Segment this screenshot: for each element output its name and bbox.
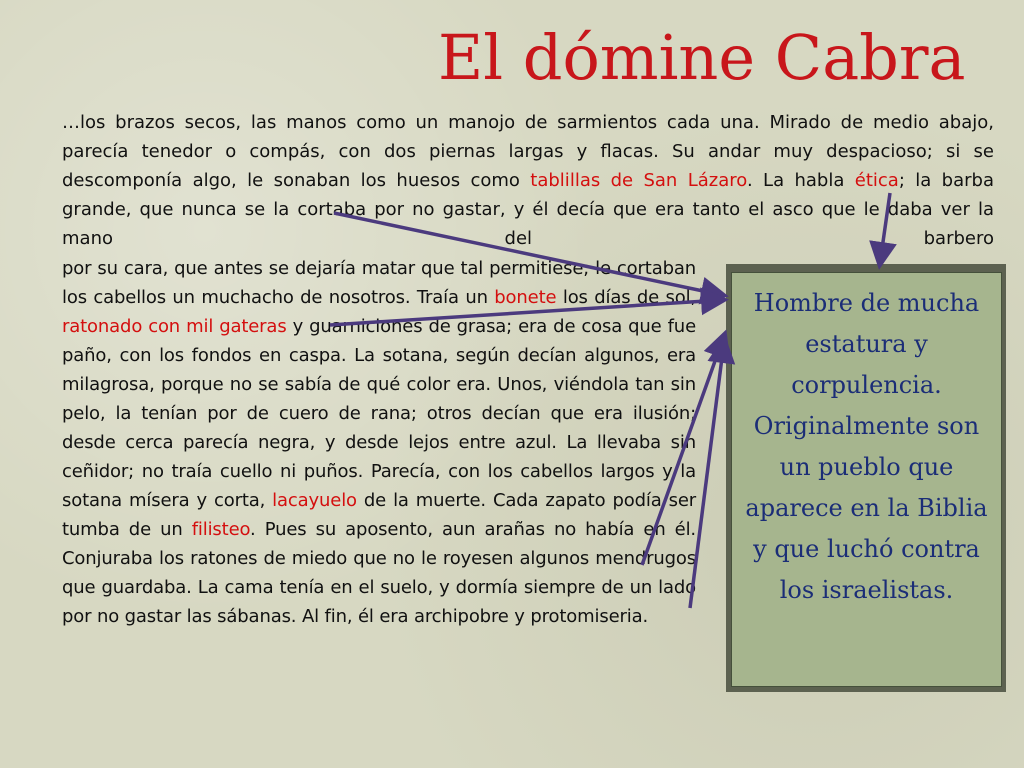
glossary-note-box: Hombre de mucha estatura y corpulencia. Originalmente son un pueblo que aparece en la Biblia y que luchó contra los israelistas. bbox=[731, 272, 1002, 687]
quote-text-run: los días de sol, bbox=[556, 287, 696, 308]
glossary-term: tablillas de San Lázaro bbox=[530, 170, 747, 191]
quote-text-run: …los brazos secos, las manos como un manojo de sarmientos cada una. Mirado de medio abajo, parecía tenedor o compás, con dos piernas largas y flacas. Su andar muy despacioso; si se descomponía algo, le sonaban los huesos como bbox=[62, 112, 994, 191]
slide-title: El dómine Cabra bbox=[438, 21, 966, 94]
quote-text-run: ; la barba grande, que nunca se la cortaba por no gastar, y él decía que era tanto el asco que le daba ver la mano del barbero bbox=[62, 170, 994, 249]
quote-paragraph-side bbox=[62, 254, 696, 631]
glossary-term: lacayuelo bbox=[272, 490, 357, 511]
glossary-term: bonete bbox=[494, 287, 557, 308]
quote-text-run: y guarniciones de grasa; era de cosa que fue paño, con los fondos en caspa. La sotana, según decían algunos, era milagrosa, porque no se sabía de qué color era. Unos, viéndola tan sin pelo, la tenían por de cuero de rana; otros decían que era ilusión; desde cerca parecía negra, y desde lejos entre azul. La llevaba sin ceñidor; no traía cuello ni puños. Parecía, con los cabellos largos y la sotana mísera y corta, bbox=[62, 316, 696, 511]
quote-text-run: por su cara, que antes se dejaría matar que tal permitiese; le cortaban los cabellos un muchacho de nosotros. Traía un bbox=[62, 258, 696, 308]
quote-text-run: . Pues su aposento, aun arañas no había en él. Conjuraba los ratones de miedo que no le royesen algunos mendrugos que guardaba. La cama tenía en el suelo, y dormía siempre de un lado por no gastar las sábanas. Al fin, él era archipobre y protomiseria. bbox=[62, 519, 697, 627]
glossary-term: ratonado con mil gateras bbox=[62, 316, 287, 337]
quote-text-run: . La habla bbox=[746, 170, 855, 191]
glossary-term: ética bbox=[854, 170, 899, 191]
glossary-term: filisteo bbox=[191, 519, 251, 540]
quote-text-run: de la muerte. Cada zapato podía ser tumba de un bbox=[62, 490, 696, 540]
quote-paragraph-top bbox=[62, 108, 994, 253]
